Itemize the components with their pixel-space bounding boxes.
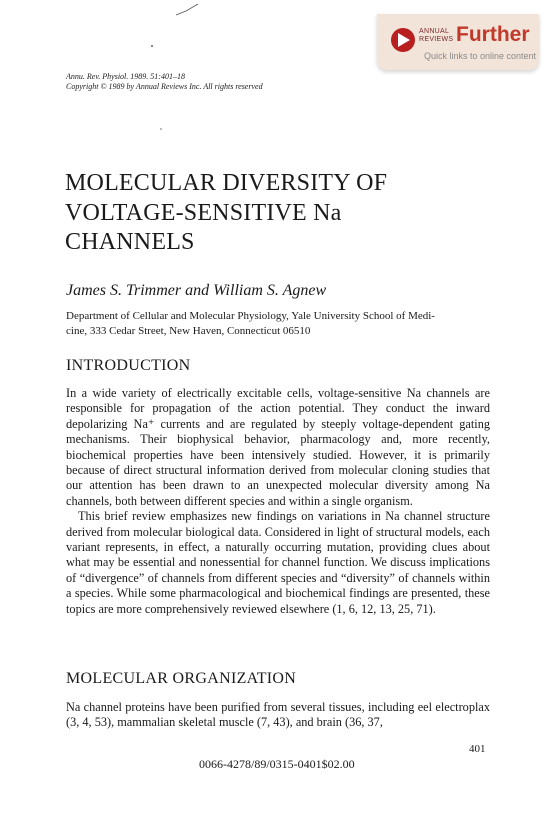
section-heading-introduction: INTRODUCTION	[66, 357, 191, 374]
quick-links-link[interactable]: Quick links to online content	[424, 51, 537, 61]
title-line: CHANNELS	[65, 229, 195, 255]
scan-dot	[151, 45, 153, 47]
authors: James S. Trimmer and William S. Agnew	[66, 282, 327, 299]
annual-reviews-logo-icon	[391, 28, 415, 52]
title-line: MOLECULAR DIVERSITY OF	[65, 170, 388, 196]
page-number: 401	[469, 743, 486, 755]
affiliation: Department of Cellular and Molecular Physiology, Yale University School of Medi- cine, 333 Cedar Street, New Haven, Connecticut 06510	[66, 310, 435, 337]
journal-citation	[66, 72, 263, 92]
paragraph: This brief review emphasizes new findings on variations in Na channel structure derived from molecular biological data. Considered in light of structural models, each variant represents, in effect, a naturally occurring mutation, providing clues about what may be essential and nonessential for channel function. We discuss implications of “divergence” of channels from different species and “diversity” of channels within a species. While some pharmacological and biochemical findings are presented, these topics are more comprehensively reviewed elsewhere (1, 6, 12, 13, 25, 71).	[66, 509, 490, 616]
copyright-line: Copyright © 1989 by Annual Reviews Inc. All rights reserved	[66, 82, 263, 91]
footer-code: 0066-4278/89/0315-0401$02.00	[199, 757, 355, 771]
paragraph: In a wide variety of electrically excitable cells, voltage-sensitive Na channels are responsible for propagation of the action potential. They conduct the inward depolarizing Na⁺ currents and are regulated by steeply voltage-dependent gating mechanisms. Their biophysical behavior, pharmacology and, more recently, biochemical properties have been intensively studied. However, it is primarily because of direct structural information derived from molecular cloning studies that our attention has been drawn to an unexpected molecular diversity among Na channels, both between different species and within a single organism.	[66, 386, 490, 508]
title-line: VOLTAGE-SENSITIVE Na	[65, 199, 342, 226]
scan-mark	[174, 2, 200, 18]
scan-dot	[160, 128, 162, 130]
citation-line: Annu. Rev. Physiol. 1989. 51:401–18	[66, 72, 185, 81]
annual-reviews-further-banner[interactable]	[377, 14, 539, 70]
section-heading-molecular-organization: MOLECULAR ORGANIZATION	[66, 670, 297, 687]
molecular-organization-body	[66, 700, 490, 731]
annual-reviews-logo-text: ANNUAL REVIEWS	[419, 28, 454, 43]
article-title	[65, 169, 485, 258]
further-brand: Further	[456, 23, 530, 46]
paragraph: Na channel proteins have been purified from several tissues, including eel electroplax (3, 4, 53), mammalian skeletal muscle (7, 43), and brain (36, 37,	[66, 700, 490, 730]
introduction-body	[66, 386, 490, 617]
